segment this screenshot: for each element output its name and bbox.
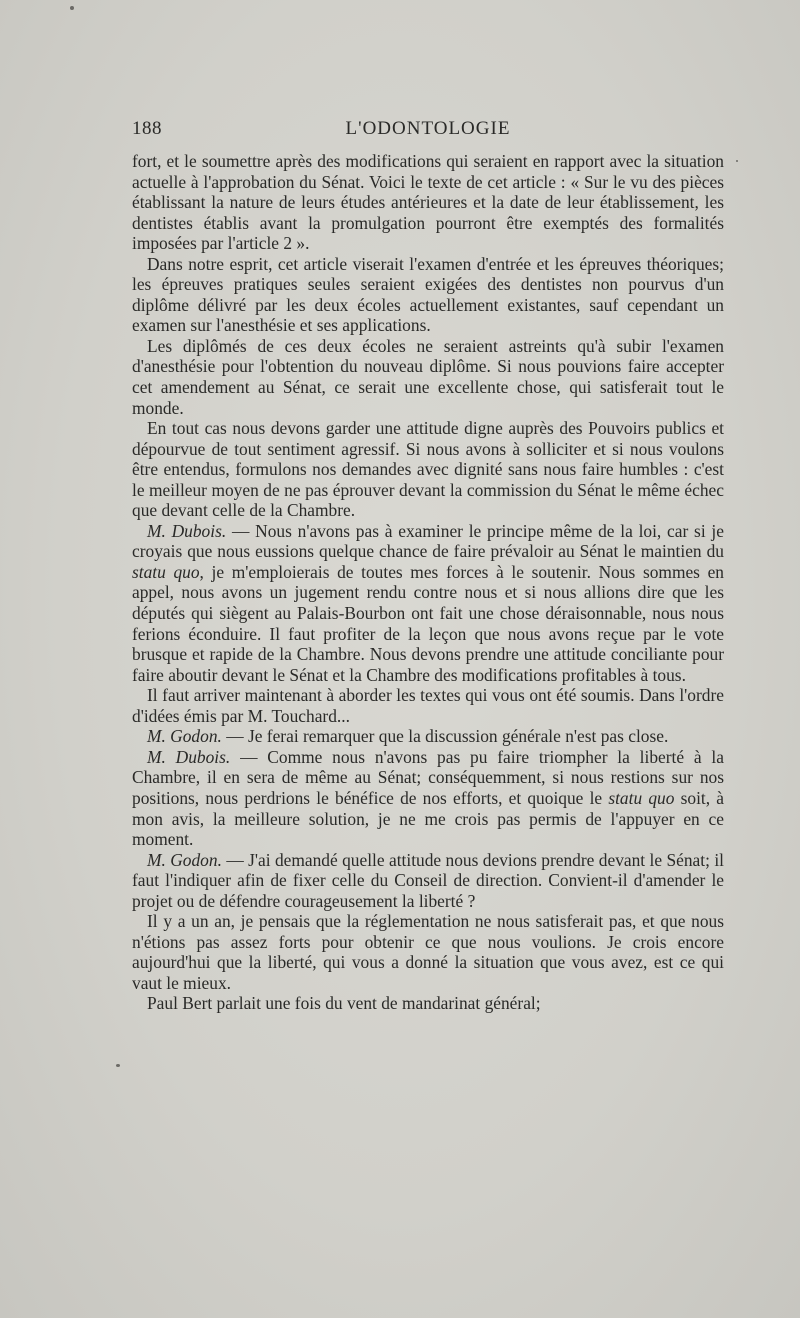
paragraph: Dans notre esprit, cet article viserait l'examen d'entrée et les épreuves théoriques; les épreuves pratiques seules seraient exigées des dentistes non pourvus d'un diplôme délivré par les deux écoles actuellement existantes, sauf cependant un examen sur l'anesthésie et ses applications. [132,253,724,336]
paragraph: En tout cas nous devons garder une attitude digne auprès des Pouvoirs publics et dépourvue de tout sentiment agressif. Si nous avons à solliciter et si nous voulons être entendus, formulons nos demandes avec dignité sans nous faire humbles : c'est le meilleur moyen de ne pas éprouver devant la commission du Sénat le même échec que devant celle de la Chambre. [132,418,724,521]
paper-speck [116,1064,120,1067]
paragraph: Il faut arriver maintenant à aborder les textes qui vous ont été soumis. Dans l'ordre d'idées émis par M. Touchard... [132,685,724,726]
page-header [132,118,724,142]
italic-phrase: statu quo [132,561,200,582]
speaker-name: M. Dubois. [147,520,227,541]
page-number: 188 [132,118,162,139]
running-title: L'ODONTOLOGIE [345,118,511,139]
paragraph: M. Dubois. — Comme nous n'avons pas pu faire triompher la liberté à la Chambre, il en sera de même au Sénat; conséquemment, si nous restions sur nos positions, nous perdrions le bénéfice de nos efforts, et quoique le statu quo soit, à mon avis, la meilleure solution, je ne me crois pas permis de l'appuyer en ce moment. [132,746,724,850]
paragraph: Il y a un an, je pensais que la réglementation ne nous satisferait pas, et que nous n'étions pas assez forts pour obtenir ce que nous voulions. Je crois encore aujourd'hui que la liberté, qui vous a donné la situation que vous avez, est ce qui vaut le mieux. [132,911,724,993]
paragraph: Les diplômés de ces deux écoles ne seraient astreints qu'à subir l'examen d'anesthésie pour l'obtention du nouveau diplôme. Si nous pouvions faire accepter cet amendement au Sénat, ce serait une excellente chose, qui satisferait tout le monde. [132,335,724,418]
body-text [132,151,724,1014]
paper-speck [736,160,738,162]
speaker-name: M. Godon. [147,849,222,870]
paragraph: fort, et le soumettre après des modifications qui seraient en rapport avec la situation actuelle à l'approbation du Sénat. Voici le texte de cet article : « Sur le vu des pièces établissant la nature de leurs études antérieures et la date de leur établissement, les dentistes établis avant la promulgation pourront être exemptés des formalités imposées par l'article 2 ». [132,151,724,254]
paragraph: M. Dubois. — Nous n'avons pas à examiner le principe même de la loi, car si je croyais que nous eussions quelque chance de faire prévaloir au Sénat le maintien du statu quo, je m'emploierais de toutes mes forces à le soutenir. Nous sommes en appel, nous avons un jugement rendu contre nous et si nous allions dire que les députés qui siègent au Palais-Bourbon ont fait une chose déraisonnable, nous nous ferions éconduire. Il faut profiter de la leçon que nous avons reçue par le vote brusque et rapide de la Chambre. Nous devons prendre une attitude conciliante pour faire aboutir devant le Sénat et la Chambre des modifications profitables à tous. [132,520,724,685]
paragraph: Paul Bert parlait une fois du vent de mandarinat général; [147,993,541,1014]
paragraph: M. Godon. — Je ferai remarquer que la discussion générale n'est pas close. [147,726,669,747]
paper-speck [70,6,74,10]
speaker-name: M. Godon. [147,726,222,747]
speaker-name: M. Dubois. [147,746,231,767]
paragraph: M. Godon. — J'ai demandé quelle attitude nous devions prendre devant le Sénat; il faut l'indiquer afin de fixer celle du Conseil de direction. Convient-il d'amender le projet ou de défendre courageusement la liberté ? [132,849,724,911]
italic-phrase: statu quo [608,787,675,808]
